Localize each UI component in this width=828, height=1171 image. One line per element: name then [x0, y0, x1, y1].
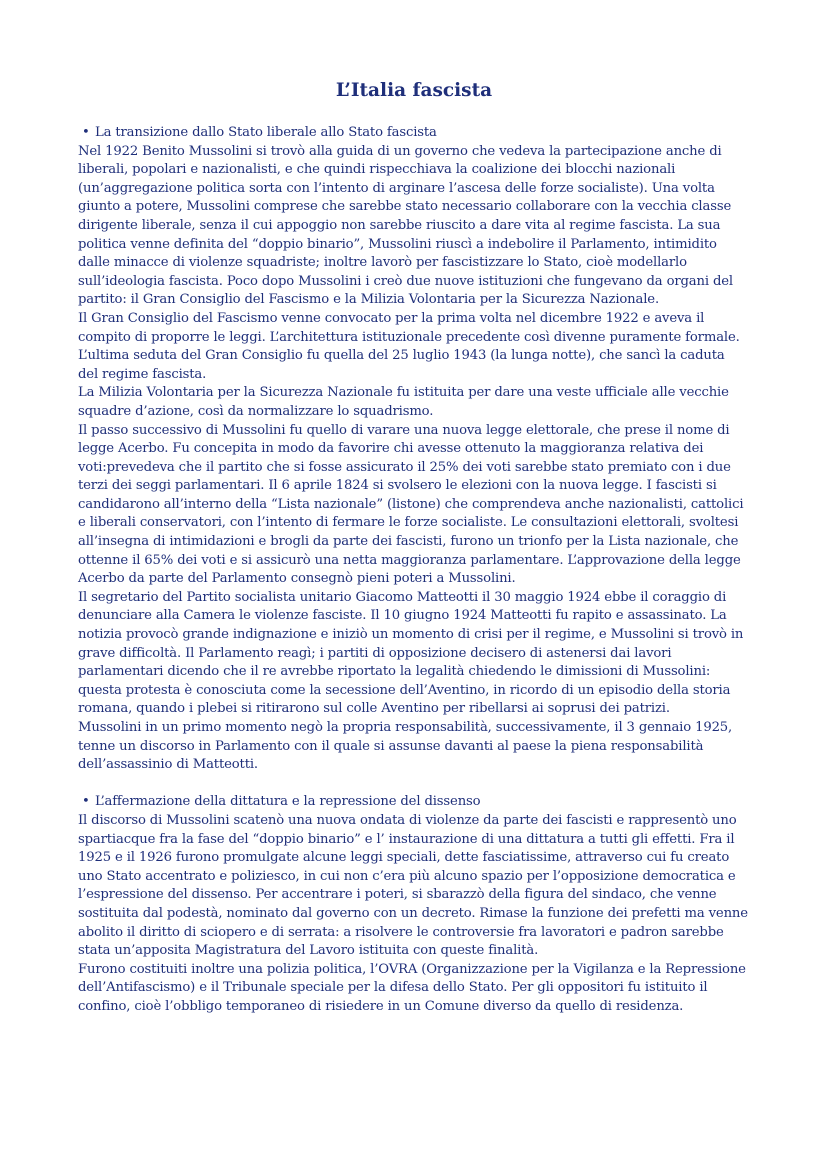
section-spacer — [78, 775, 748, 794]
section-heading — [78, 793, 748, 812]
section-transition — [78, 124, 748, 775]
bullet-icon: • — [82, 125, 90, 140]
bullet-icon: • — [82, 794, 90, 810]
paragraph: Il passo successivo di Mussolini fu quello di varare una nuova legge elettorale, che prese il nome di legge Acerbo. Fu concepita in modo da favorire chi avesse ottenuto la maggioranza relativa dei voti:prevedeva che il partito che si fosse assicurato il 25% dei voti sarebbe stato premiato con i due terzi dei seggi parlamentari. Il 6 aprile 1824 si svolsero le elezioni con la nuova legge. I fascisti si candidarono all’interno della “Lista nazionale” (listone) che comprendeva anche nazionalisti, cattolici e liberali conservatori, con l’intento di fermare le forze socialiste. Le consultazioni elettorali, svoltesi all’insegna di intimidazioni e brogli da parte dei fascisti, furono un trionfo per la Lista nazionale, che ottenne il 65% dei voti e si assicurò una netta maggioranza parlamentare. L’approvazione della legge Acerbo da parte del Parlamento consegnò pieni poteri a Mussolini. — [78, 422, 744, 587]
section-heading — [78, 124, 748, 143]
paragraph: Furono costituiti inoltre una polizia politica, l’OVRA (Organizzazione per la Vigilanza e la Repressione dell’Antifascismo) e il Tribunale speciale per la difesa dello Stato. Per gli oppositori fu istituito il confino, cioè l’obbligo temporaneo di risiedere in un Comune diverso da quello di residenza. — [78, 961, 746, 1014]
section-dictatorship — [78, 793, 748, 1016]
section-heading-text: L’affermazione della dittatura e la repressione del dissenso — [95, 794, 481, 810]
paragraph: Nel 1922 Benito Mussolini si trovò alla guida di un governo che vedeva la partecipazione anche di liberali, popolari e nazionalisti, e che quindi rispecchiava la coalizione dei blocchi nazionali (un’aggregazione politica sorta con l’intento di arginare l’ascesa delle forze socialiste). Una volta giunto a potere, Mussolini comprese che sarebbe stato necessario collaborare con la vecchia classe dirigente liberale, senza il cui appoggio non sarebbe riuscito a dare vita al regime fascista. La sua politica venne definita del “doppio binario”, Mussolini riuscì a indebolire il Parlamento, intimidito dalle minacce di violenze squadriste; inoltre lavorò per fascistizzare lo Stato, cioè modellarlo sull’ideologia fascista. Poco dopo Mussolini i creò due nuove istituzioni che fungevano da organi del partito: il Gran Consiglio del Fascismo e la Milizia Volontaria per la Sicurezza Nazionale. — [78, 143, 733, 308]
section-heading-text: La transizione dallo Stato liberale allo Stato fascista — [95, 125, 437, 140]
page-title: L’Italia fascista — [335, 80, 493, 101]
document-body — [78, 124, 748, 1017]
paragraph: Mussolini in un primo momento negò la propria responsabilità, successivamente, il 3 gennaio 1925, tenne un discorso in Parlamento con il quale si assunse davanti al paese la piena responsabilità dell’assassinio di Matteotti. — [78, 720, 733, 773]
paragraph: Il segretario del Partito socialista unitario Giacomo Matteotti il 30 maggio 1924 ebbe il coraggio di denunciare alla Camera le violenze fasciste. Il 10 giugno 1924 Matteotti fu rapito e assassinato. La notizia provocò grande indignazione e iniziò un momento di crisi per il regime, e Mussolini si trovò in grave difficoltà. Il Parlamento reagì; i partiti di opposizione decisero di astenersi dai lavori parlamentari dicendo che il re avrebbe riportato la legalità chiedendo le dimissioni di Mussolini: questa protesta è conosciuta come la secessione dell’Aventino, in ricordo di un episodio della storia romana, quando i plebei si ritirarono sul colle Aventino per ribellarsi ai soprusi dei patrizi. — [78, 589, 744, 717]
paragraph: La Milizia Volontaria per la Sicurezza Nazionale fu istituita per dare una veste ufficiale alle vecchie squadre d’azione, così da normalizzare lo squadrismo. — [78, 385, 729, 419]
paragraph: Il discorso di Mussolini scatenò una nuova ondata di violenze da parte dei fascisti e rappresentò uno spartiacque fra la fase del “doppio binario” e l’ instaurazione di una dittatura a tutti gli effetti. Fra il 1925 e il 1926 furono promulgate alcune leggi speciali, dette fasciatissime, attraverso cui fu creato uno Stato accentrato e poliziesco, in cui non c’era più alcuno spazio per l’opposizione democratica e l’espressione del dissenso. Per accentrare i poteri, si sbarazzò della figura del sindaco, che venne sostituita dal podestà, nominato dal governo con un decreto. Rimase la funzione dei prefetti ma venne abolito il diritto di sciopero e di serrata: a risolvere le controversie fra lavoratori e padron sarebbe stata un’apposita Magistratura del Lavoro istituita con queste finalità. — [78, 812, 748, 959]
paragraph: Il Gran Consiglio del Fascismo venne convocato per la prima volta nel dicembre 1922 e aveva il compito di proporre le leggi. L’architettura istituzionale precedente così divenne puramente formale. L’ultima seduta del Gran Consiglio fu quella del 25 luglio 1943 (la lunga notte), che sancì la caduta del regime fascista. — [78, 310, 740, 382]
